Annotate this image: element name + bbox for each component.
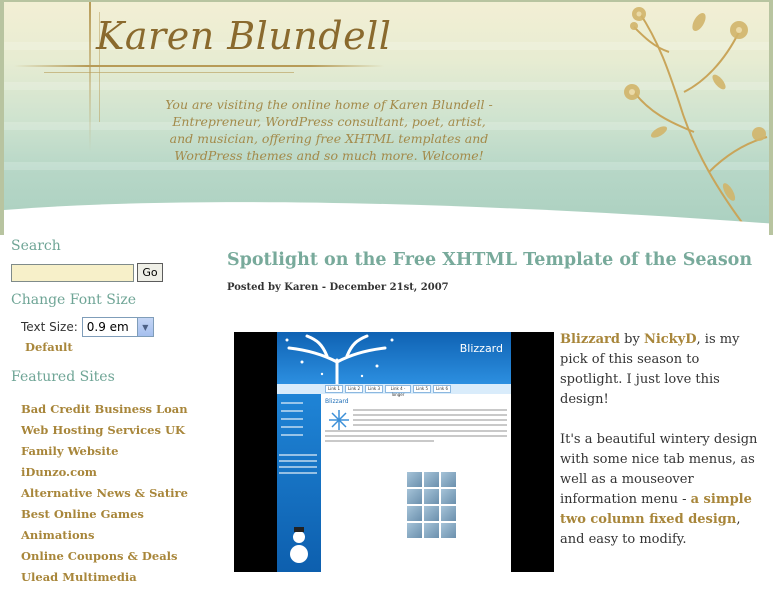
chevron-down-icon[interactable]: ▼ [137,318,153,336]
preview-text-line [325,430,507,432]
gallery-thumb [441,523,456,538]
featured-link[interactable]: Ulead Multimedia [21,570,137,584]
gallery-thumb [407,472,422,487]
preview-text-line [353,419,507,421]
preview-text-line [353,424,507,426]
gallery-thumb [424,489,439,504]
main-content [227,250,767,547]
post-text-span: by [620,332,644,347]
gallery-thumb [407,489,422,504]
preview-heading: Blizzard [325,398,349,405]
gallery-thumb [424,472,439,487]
decorative-line [89,2,91,152]
snowman-icon [277,394,321,572]
post-title[interactable]: Spotlight on the Free XHTML Template of the Season [227,250,753,270]
post-text [560,330,760,570]
text-size-select[interactable] [82,317,154,337]
featured-link[interactable]: Web Hosting Services UK [21,423,185,437]
go-button[interactable]: Go [137,263,163,282]
gallery-thumb [441,506,456,521]
gallery-thumb [407,523,422,538]
post-paragraph [560,330,760,410]
list-item [21,461,211,482]
featured-link[interactable]: Bad Credit Business Loan [21,402,188,416]
preview-content [325,398,507,445]
preview-nav [277,384,511,397]
preview-text-line [325,440,434,442]
featured-link[interactable]: iDunzo.com [21,465,97,479]
gallery-thumb [424,523,439,538]
search-input[interactable] [11,264,134,282]
featured-link[interactable]: Alternative News & Satire [21,486,188,500]
list-item [21,482,211,503]
featured-sites-list [21,398,211,587]
list-item [21,398,211,419]
preview-text-line [325,435,507,437]
search-heading: Search [11,238,61,254]
default-font-link[interactable]: Default [25,340,73,354]
font-size-heading: Change Font Size [11,292,136,308]
preview-title: Blizzard [459,342,503,355]
gallery-thumb [441,489,456,504]
gallery-thumb [441,472,456,487]
list-item [21,503,211,524]
list-item [21,440,211,461]
preview-tab: Link 2 [345,385,363,393]
preview-tab: Link 1 [325,385,343,393]
featured-link[interactable]: Animations [21,528,95,542]
header-wave [4,194,773,235]
post-text-span: , and easy to modify. [560,512,741,547]
font-size-control [21,317,211,337]
decorative-line [44,72,294,73]
preview-tab: Link 5 [413,385,431,393]
featured-sites-heading: Featured Sites [11,369,115,385]
featured-link[interactable]: Family Website [21,444,119,458]
preview-banner [277,332,511,384]
search-form [11,263,211,282]
snowflake-icon [329,410,349,430]
template-preview [277,332,511,572]
post-text-span: , is my pick of this season to spotlight. I just love this design! [560,332,740,407]
preview-tab: Link 6 [433,385,451,393]
site-tagline: You are visiting the online home of Karen Blundell - Entrepreneur, WordPress consultant, poet, artist, and musician, offering free XHTML templates and WordPress themes and so much more. Welcome! [165,97,493,163]
preview-gallery [407,472,456,538]
site-title[interactable]: Karen Blundell [96,14,392,58]
decorative-line [14,65,384,67]
post-text-span: It's a beautiful wintery design with some nice tab menus, as well as a mouseover information menu - [560,432,758,507]
featured-link[interactable]: Best Online Games [21,507,144,521]
preview-tab: Link 3 [365,385,383,393]
snow-tree-icon [277,332,397,384]
design-link[interactable]: a simple two column fixed design [560,492,752,527]
preview-tab: Link 4 - longer [385,385,411,393]
list-item [21,419,211,440]
site-header [0,0,773,235]
preview-sidebar [277,394,321,572]
gallery-thumb [407,506,422,521]
post-meta: Posted by Karen - December 21st, 2007 [227,282,449,293]
sidebar [11,238,211,587]
text-size-value: 0.9 em [86,320,129,334]
post-paragraph [560,430,760,550]
template-screenshot[interactable] [234,332,554,572]
gallery-thumb [424,506,439,521]
list-item [21,545,211,566]
list-item [21,524,211,545]
blizzard-link[interactable]: Blizzard [560,332,620,347]
list-item [21,566,211,587]
preview-text-line [353,409,507,411]
featured-link[interactable]: Online Coupons & Deals [21,549,178,563]
preview-text-line [353,414,507,416]
text-size-label: Text Size: [21,320,78,334]
author-link[interactable]: NickyD [643,332,697,347]
